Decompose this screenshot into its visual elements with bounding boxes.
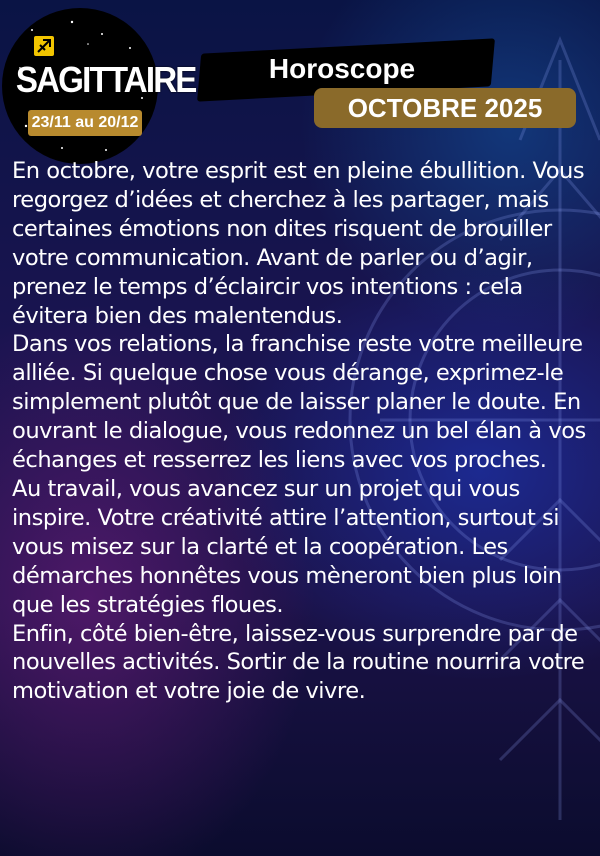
paragraph-intro: En octobre, votre esprit est en pleine ébullition. Vous regorgez d’idées et cherchez à les partager, mais certaines émotions non dites risquent de brouiller votre communication. Avant de parler ou d’agir, prenez le temps d’éclaircir vos intentions : cela évitera bien des malentendus. [12, 158, 585, 329]
paragraph-wellbeing: Enfin, côté bien-être, laissez-vous surprendre par de nouvelles activités. Sortir de la routine nourrira votre motivation et votre joie de vivre. [12, 620, 585, 705]
paragraph-work: Au travail, vous avancez sur un projet qui vous inspire. Votre créativité attire l’attention, surtout si vous misez sur la clarté et la coopération. Les démarches honnêtes vous mèneront bien plus loin que les stratégies floues. [12, 475, 562, 618]
sign-date-range: 23/11 au 20/12 [28, 110, 142, 136]
sign-badge [2, 8, 196, 164]
paragraph-relations: Dans vos relations, la franchise reste votre meilleure alliée. Si quelque chose vous dérange, exprimez-le simplement plutôt que de laisser planer le doute. En ouvrant le dialogue, vous redonnez un bel élan à vos échanges et resserrez les liens avec vos proches. [12, 331, 586, 474]
month-label: OCTOBRE 2025 [347, 93, 543, 123]
page-title: Horoscope [268, 53, 416, 84]
sagittarius-arrow-icon [34, 36, 54, 56]
sign-name: SAGITTAIRE [15, 59, 196, 100]
horoscope-text [12, 157, 596, 706]
